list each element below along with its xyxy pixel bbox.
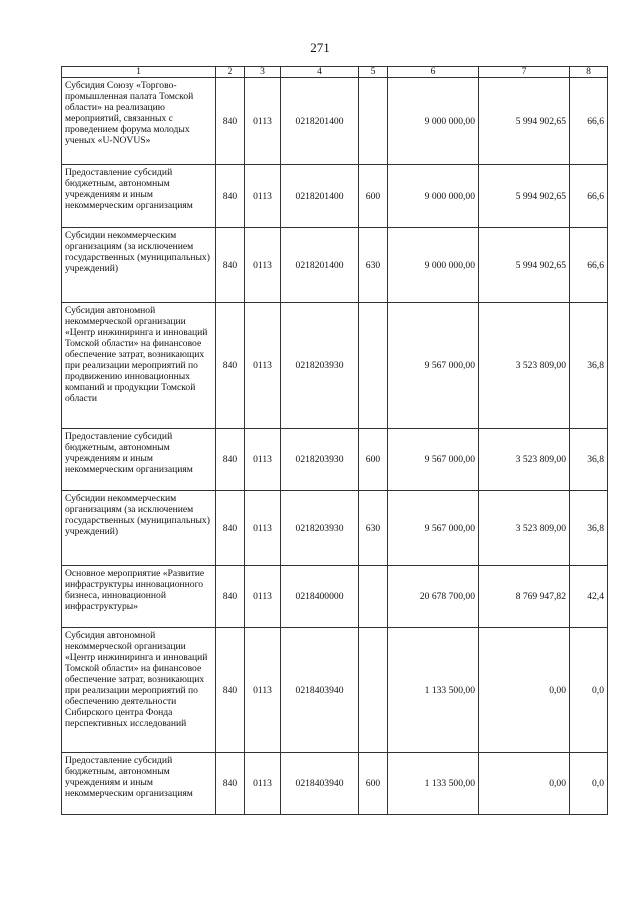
cell-admin-code: 840 xyxy=(216,628,245,753)
cell-executed: 3 523 809,00 xyxy=(479,429,570,491)
cell-expense-type: 600 xyxy=(359,753,388,815)
table-row xyxy=(62,491,608,566)
cell-section-code: 0113 xyxy=(245,753,281,815)
cell-expense-type: 600 xyxy=(359,429,388,491)
row-name: Предоставление субсидий бюджетным, автономным учреждениям и иным некоммерческим организациям xyxy=(62,429,216,491)
column-header: 6 xyxy=(388,67,479,78)
table-header-row xyxy=(62,67,608,78)
row-name: Предоставление субсидий бюджетным, автономным учреждениям и иным некоммерческим организациям xyxy=(62,165,216,228)
cell-executed: 8 769 947,82 xyxy=(479,566,570,628)
cell-expense-type xyxy=(359,566,388,628)
cell-percent: 66,6 xyxy=(570,228,608,303)
cell-admin-code: 840 xyxy=(216,303,245,429)
cell-target-code: 0218201400 xyxy=(281,78,359,165)
cell-section-code: 0113 xyxy=(245,628,281,753)
cell-expense-type xyxy=(359,628,388,753)
column-header: 1 xyxy=(62,67,216,78)
cell-plan: 1 133 500,00 xyxy=(388,753,479,815)
cell-executed: 0,00 xyxy=(479,753,570,815)
cell-percent: 42,4 xyxy=(570,566,608,628)
column-header: 7 xyxy=(479,67,570,78)
table-row xyxy=(62,228,608,303)
cell-plan: 9 567 000,00 xyxy=(388,303,479,429)
row-name: Субсидии некоммерческим организациям (за исключением государственных (муниципальных) учреждений) xyxy=(62,491,216,566)
cell-percent: 36,8 xyxy=(570,303,608,429)
cell-expense-type: 630 xyxy=(359,228,388,303)
row-name: Предоставление субсидий бюджетным, автономным учреждениям и иным некоммерческим организациям xyxy=(62,753,216,815)
cell-admin-code: 840 xyxy=(216,165,245,228)
column-header: 4 xyxy=(281,67,359,78)
cell-executed: 0,00 xyxy=(479,628,570,753)
cell-plan: 9 567 000,00 xyxy=(388,491,479,566)
cell-admin-code: 840 xyxy=(216,491,245,566)
row-name: Субсидии некоммерческим организациям (за исключением государственных (муниципальных) учреждений) xyxy=(62,228,216,303)
cell-plan: 9 000 000,00 xyxy=(388,165,479,228)
cell-admin-code: 840 xyxy=(216,429,245,491)
cell-section-code: 0113 xyxy=(245,228,281,303)
cell-admin-code: 840 xyxy=(216,753,245,815)
cell-target-code: 0218201400 xyxy=(281,165,359,228)
cell-target-code: 0218403940 xyxy=(281,753,359,815)
cell-expense-type xyxy=(359,303,388,429)
table-row xyxy=(62,303,608,429)
cell-plan: 20 678 700,00 xyxy=(388,566,479,628)
row-name: Субсидия автономной некоммерческой организации «Центр инжиниринга и инноваций Томской области» на финансовое обеспечение затрат, возникающих при реализации мероприятий по продвижению инновационных компаний и продукции Томской области xyxy=(62,303,216,429)
column-header: 5 xyxy=(359,67,388,78)
cell-percent: 0,0 xyxy=(570,753,608,815)
cell-target-code: 0218203930 xyxy=(281,303,359,429)
cell-percent: 66,6 xyxy=(570,165,608,228)
table-row xyxy=(62,78,608,165)
cell-section-code: 0113 xyxy=(245,165,281,228)
cell-target-code: 0218403940 xyxy=(281,628,359,753)
row-name: Субсидия Союзу «Торгово-промышленная палата Томской области» на реализацию мероприятий, связанных с проведением форума молодых ученых «U-NOVUS» xyxy=(62,78,216,165)
table-row xyxy=(62,429,608,491)
table-row xyxy=(62,566,608,628)
cell-executed: 5 994 902,65 xyxy=(479,78,570,165)
cell-section-code: 0113 xyxy=(245,78,281,165)
cell-plan: 1 133 500,00 xyxy=(388,628,479,753)
cell-target-code: 0218203930 xyxy=(281,491,359,566)
budget-table xyxy=(61,66,608,815)
cell-target-code: 0218203930 xyxy=(281,429,359,491)
cell-section-code: 0113 xyxy=(245,429,281,491)
cell-percent: 36,8 xyxy=(570,429,608,491)
cell-target-code: 0218201400 xyxy=(281,228,359,303)
cell-plan: 9 567 000,00 xyxy=(388,429,479,491)
column-header: 2 xyxy=(216,67,245,78)
cell-section-code: 0113 xyxy=(245,303,281,429)
cell-expense-type: 630 xyxy=(359,491,388,566)
cell-percent: 66,6 xyxy=(570,78,608,165)
row-name: Основное мероприятие «Развитие инфраструктуры инновационного бизнеса, инновационной инфраструктуры» xyxy=(62,566,216,628)
cell-section-code: 0113 xyxy=(245,491,281,566)
table-row xyxy=(62,753,608,815)
page-number: 271 xyxy=(310,40,330,55)
column-header: 8 xyxy=(570,67,608,78)
cell-admin-code: 840 xyxy=(216,566,245,628)
cell-section-code: 0113 xyxy=(245,566,281,628)
row-name: Субсидия автономной некоммерческой организации «Центр инжиниринга и инноваций Томской области» на финансовое обеспечение затрат, возникающих при реализации мероприятий по обеспечению деятельности Сибирского центра Фонда перспективных исследований xyxy=(62,628,216,753)
cell-target-code: 0218400000 xyxy=(281,566,359,628)
cell-plan: 9 000 000,00 xyxy=(388,78,479,165)
cell-percent: 0,0 xyxy=(570,628,608,753)
cell-plan: 9 000 000,00 xyxy=(388,228,479,303)
column-header: 3 xyxy=(245,67,281,78)
cell-admin-code: 840 xyxy=(216,228,245,303)
cell-executed: 5 994 902,65 xyxy=(479,228,570,303)
cell-executed: 5 994 902,65 xyxy=(479,165,570,228)
cell-expense-type xyxy=(359,78,388,165)
cell-expense-type: 600 xyxy=(359,165,388,228)
cell-percent: 36,8 xyxy=(570,491,608,566)
cell-admin-code: 840 xyxy=(216,78,245,165)
cell-executed: 3 523 809,00 xyxy=(479,303,570,429)
table-row xyxy=(62,165,608,228)
cell-executed: 3 523 809,00 xyxy=(479,491,570,566)
table-row xyxy=(62,628,608,753)
